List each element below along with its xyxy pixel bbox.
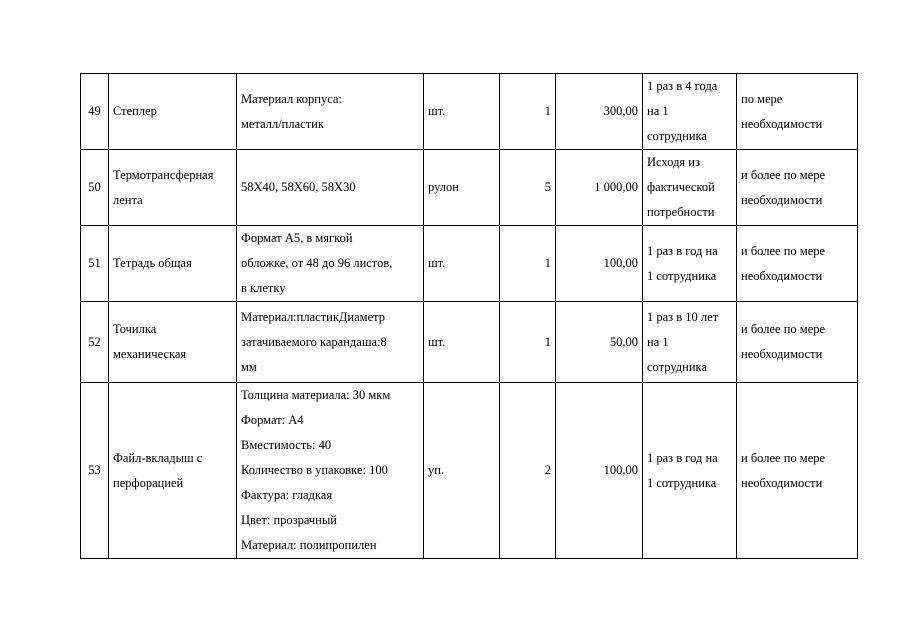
item-quantity: 5 — [500, 150, 556, 226]
item-price: 100,00 — [556, 383, 643, 559]
item-quantity: 1 — [500, 74, 556, 150]
item-note: и более по мере необходимости — [737, 150, 858, 226]
item-period: Исходя из фактической потребности — [643, 150, 737, 226]
item-unit: шт. — [424, 74, 500, 150]
item-note: и более по мере необходимости — [737, 383, 858, 559]
table-row — [81, 150, 858, 226]
row-number: 51 — [81, 226, 109, 302]
item-price: 1 000,00 — [556, 150, 643, 226]
table-row — [81, 74, 858, 150]
item-spec: Материал:пластикДиаметр затачиваемого карандаша:8 мм — [237, 302, 424, 383]
table-row — [81, 302, 858, 383]
item-period: 1 раз в год на 1 сотрудника — [643, 226, 737, 302]
item-period: 1 раз в год на 1 сотрудника — [643, 383, 737, 559]
table-body — [81, 74, 858, 559]
item-quantity: 1 — [500, 226, 556, 302]
item-price: 50,00 — [556, 302, 643, 383]
item-unit: шт. — [424, 226, 500, 302]
item-note: по мере необходимости — [737, 74, 858, 150]
item-spec: Формат А5, в мягкой обложке, от 48 до 96 листов, в клетку — [237, 226, 424, 302]
item-note: и более по мере необходимости — [737, 302, 858, 383]
table-row — [81, 383, 858, 559]
item-name: Термотрансферная лента — [109, 150, 237, 226]
row-number: 52 — [81, 302, 109, 383]
row-number: 50 — [81, 150, 109, 226]
item-name: Точилка механическая — [109, 302, 237, 383]
item-price: 100,00 — [556, 226, 643, 302]
item-unit: рулон — [424, 150, 500, 226]
row-number: 49 — [81, 74, 109, 150]
item-price: 300,00 — [556, 74, 643, 150]
item-quantity: 2 — [500, 383, 556, 559]
row-number: 53 — [81, 383, 109, 559]
item-note: и более по мере необходимости — [737, 226, 858, 302]
item-quantity: 1 — [500, 302, 556, 383]
item-spec: Толщина материала: 30 мкм Формат: А4 Вместимость: 40 Количество в упаковке: 100 Фактура: гладкая Цвет: прозрачный Материал: полипропилен — [237, 383, 424, 559]
item-spec: 58X40, 58X60, 58X30 — [237, 150, 424, 226]
item-spec: Материал корпуса: металл/пластик — [237, 74, 424, 150]
item-name: Тетрадь общая — [109, 226, 237, 302]
item-period: 1 раз в 4 года на 1 сотрудника — [643, 74, 737, 150]
item-name: Степлер — [109, 74, 237, 150]
item-unit: уп. — [424, 383, 500, 559]
requirements-table — [80, 73, 858, 559]
table-row — [81, 226, 858, 302]
item-period: 1 раз в 10 лет на 1 сотрудника — [643, 302, 737, 383]
item-name: Файл-вкладыш с перфорацией — [109, 383, 237, 559]
item-unit: шт. — [424, 302, 500, 383]
